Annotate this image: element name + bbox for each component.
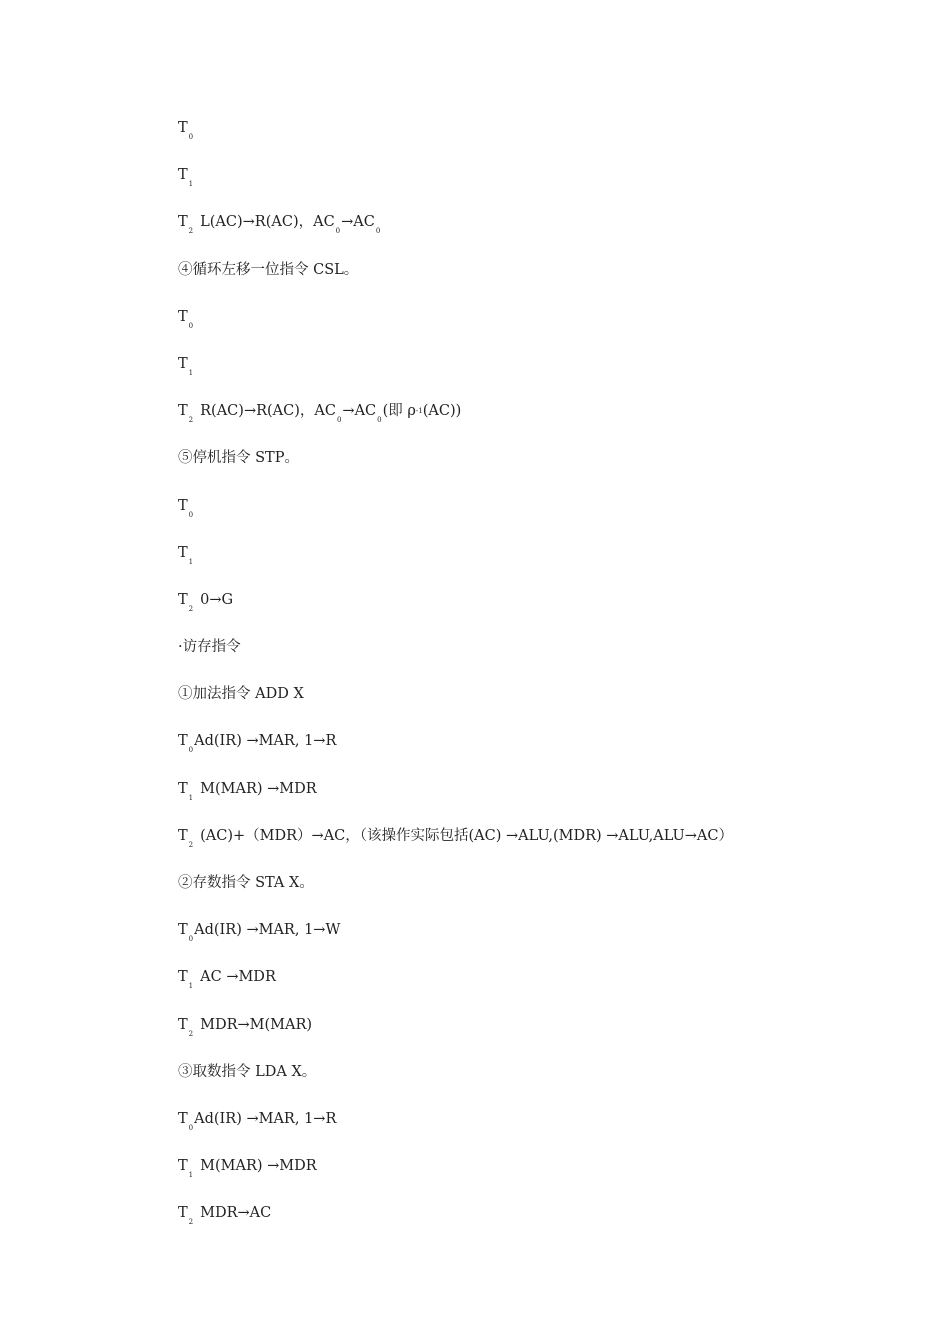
step-index: 2 [188,416,194,425]
step-label: T [178,1016,188,1033]
micro-operation: (即 ρ [382,403,416,420]
step-index: 2 [188,1029,194,1038]
micro-operation: L(AC)→R(AC)，AC [200,214,335,231]
step-label: T [178,969,188,986]
step-index: 2 [188,840,194,849]
step-label: T [178,780,188,797]
bit-index: 0 [377,416,382,425]
bit-index: 0 [335,227,341,236]
micro-operation: (AC)+（MDR）→AC，（该操作实际包括(AC) →ALU,(MDR) →ALU,ALU→AC） [200,827,733,844]
step-label: T [178,1158,188,1175]
step-label: T [178,167,188,184]
micro-operation: Ad(IR) →MAR, 1→R [194,733,337,750]
timing-step-t2 [178,1014,898,1061]
micro-operation: M(MAR) →MDR [200,1158,317,1175]
micro-operation: Ad(IR) →MAR, 1→W [194,922,341,939]
step-label: T [178,733,188,750]
instruction-heading-sta: ②存数指令 STA X。 [178,875,314,891]
step-index: 1 [188,180,194,189]
timing-step-t1 [178,1155,898,1202]
step-index: 0 [188,321,194,330]
step-label: T [178,403,188,420]
step-label: T [178,120,188,136]
step-index: 1 [188,368,194,377]
micro-operation: Ad(IR) →MAR, 1→R [194,1110,337,1127]
step-index: 0 [188,935,194,944]
bit-index: 0 [375,227,381,236]
timing-step-t2 [178,825,898,872]
micro-operation: AC →MDR [200,969,276,986]
instruction-heading-stp: ⑤停机指令 STP。 [178,450,299,467]
step-label: T [178,308,188,325]
timing-step-t2 [178,589,898,636]
step-label: T [178,544,188,561]
timing-step-t1 [178,353,898,400]
timing-step-t0 [178,730,898,777]
step-label: T [178,922,188,939]
timing-step-t1 [178,164,898,211]
timing-step-t0 [178,1108,898,1155]
instruction-heading-csl: ④循环左移一位指令 CSL。 [178,261,359,278]
micro-operation: →AC [342,403,377,420]
step-index: 1 [188,1171,194,1180]
micro-operation: MDR→M(MAR) [200,1016,313,1033]
bit-index: 0 [336,416,342,425]
micro-operation: (AC)) [422,403,462,420]
step-label: T [178,1205,188,1222]
section-heading-memory-access: ·访存指令 [178,639,241,656]
step-label: T [178,1110,188,1127]
timing-step-t1 [178,966,898,1013]
timing-step-t2 [178,400,898,447]
timing-step-t0 [178,495,898,542]
timing-step-t1 [178,542,898,589]
micro-operation: 0→G [200,591,234,608]
step-index: 2 [188,604,194,613]
micro-operation: →AC [341,214,375,231]
micro-operation: MDR→AC [200,1205,272,1222]
step-index: 2 [188,227,194,236]
step-index: 0 [188,1123,194,1132]
step-label: T [178,214,188,231]
step-label: T [178,827,188,844]
step-label: T [178,591,188,608]
document-body [178,117,898,1250]
step-label: T [178,355,188,372]
timing-step-t0 [178,919,898,966]
micro-operation: M(MAR) →MDR [200,780,317,797]
step-index: 0 [188,133,194,141]
exponent: -1 [415,407,423,416]
timing-step-t0 [178,117,898,164]
step-index: 1 [188,557,194,566]
timing-step-t0 [178,306,898,353]
instruction-heading-lda: ③取数指令 LDA X。 [178,1063,317,1080]
step-index: 0 [188,510,194,519]
step-index: 1 [188,982,194,991]
timing-step-t2 [178,1202,898,1249]
instruction-heading-add: ①加法指令 ADD X [178,686,304,703]
step-index: 2 [188,1218,194,1227]
micro-operation: R(AC)→R(AC)，AC [200,403,336,420]
step-index: 0 [188,746,194,755]
step-index: 1 [188,793,194,802]
timing-step-t2 [178,211,898,258]
step-label: T [178,497,188,514]
timing-step-t1 [178,778,898,825]
